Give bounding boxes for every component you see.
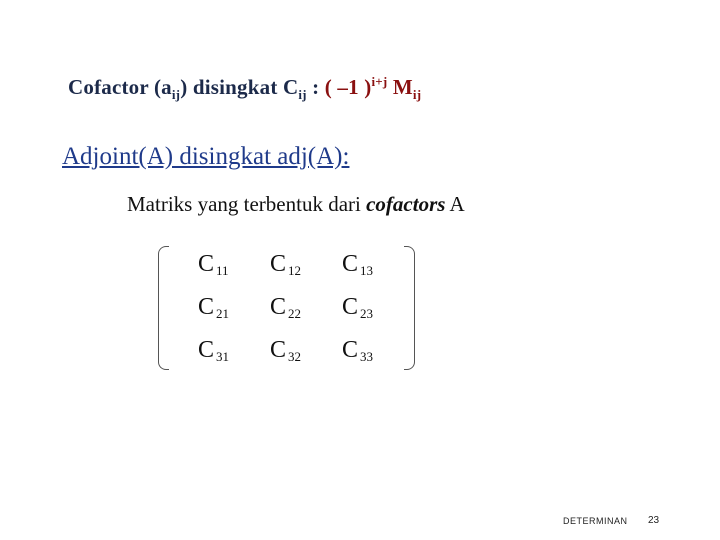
matrix-cell-21 <box>198 294 229 322</box>
cofactor-colon: : <box>306 75 325 99</box>
cofactor-exponent: i+j <box>371 74 388 89</box>
cell-letter: C <box>342 294 359 320</box>
cell-subscript: 12 <box>288 263 302 278</box>
matrix-cell-32 <box>270 337 301 365</box>
matrix-right-bracket <box>404 246 415 370</box>
cofactor-sign-term: ( –1 ) <box>324 75 372 99</box>
cell-subscript: 31 <box>216 349 230 364</box>
cell-subscript: 22 <box>288 306 302 321</box>
matrix-cell-13 <box>342 251 373 279</box>
cofactor-c-subscript: ij <box>298 87 307 102</box>
matrix-cell-33 <box>342 337 373 365</box>
matrix-cell-31 <box>198 337 229 365</box>
cell-letter: C <box>342 337 359 363</box>
adjoint-description <box>127 192 465 217</box>
cell-subscript: 11 <box>216 263 229 278</box>
cell-letter: C <box>198 337 215 363</box>
cofactor-definition <box>68 74 421 103</box>
page-number: 23 <box>648 515 660 526</box>
cell-subscript: 33 <box>360 349 374 364</box>
minor-symbol: M <box>392 75 413 99</box>
cofactor-a-subscript: ij <box>171 87 181 102</box>
minor-subscript: ij <box>412 87 422 102</box>
cell-letter: C <box>270 294 287 320</box>
cell-letter: C <box>270 251 287 277</box>
adjoint-heading: Adjoint(A) disingkat adj(A): <box>62 143 350 170</box>
footer-label: DETERMINAN <box>563 516 628 526</box>
matrix-cell-23 <box>342 294 373 322</box>
cell-letter: C <box>198 251 215 277</box>
description-suffix: A <box>445 192 465 216</box>
cell-letter: C <box>270 337 287 363</box>
matrix-cell-11 <box>198 251 229 279</box>
cell-subscript: 21 <box>216 306 230 321</box>
matrix-cell-12 <box>270 251 301 279</box>
cell-subscript: 13 <box>360 263 374 278</box>
cell-letter: C <box>198 294 215 320</box>
cell-subscript: 23 <box>360 306 374 321</box>
cell-letter: C <box>342 251 359 277</box>
cofactor-prefix: Cofactor (a <box>68 75 172 99</box>
matrix-cell-22 <box>270 294 301 322</box>
cell-subscript: 32 <box>288 349 302 364</box>
description-emphasis: cofactors <box>366 192 446 216</box>
matrix-left-bracket <box>158 246 169 370</box>
cofactor-mid: ) disingkat C <box>180 75 299 99</box>
description-text: Matriks yang terbentuk dari <box>127 192 367 216</box>
